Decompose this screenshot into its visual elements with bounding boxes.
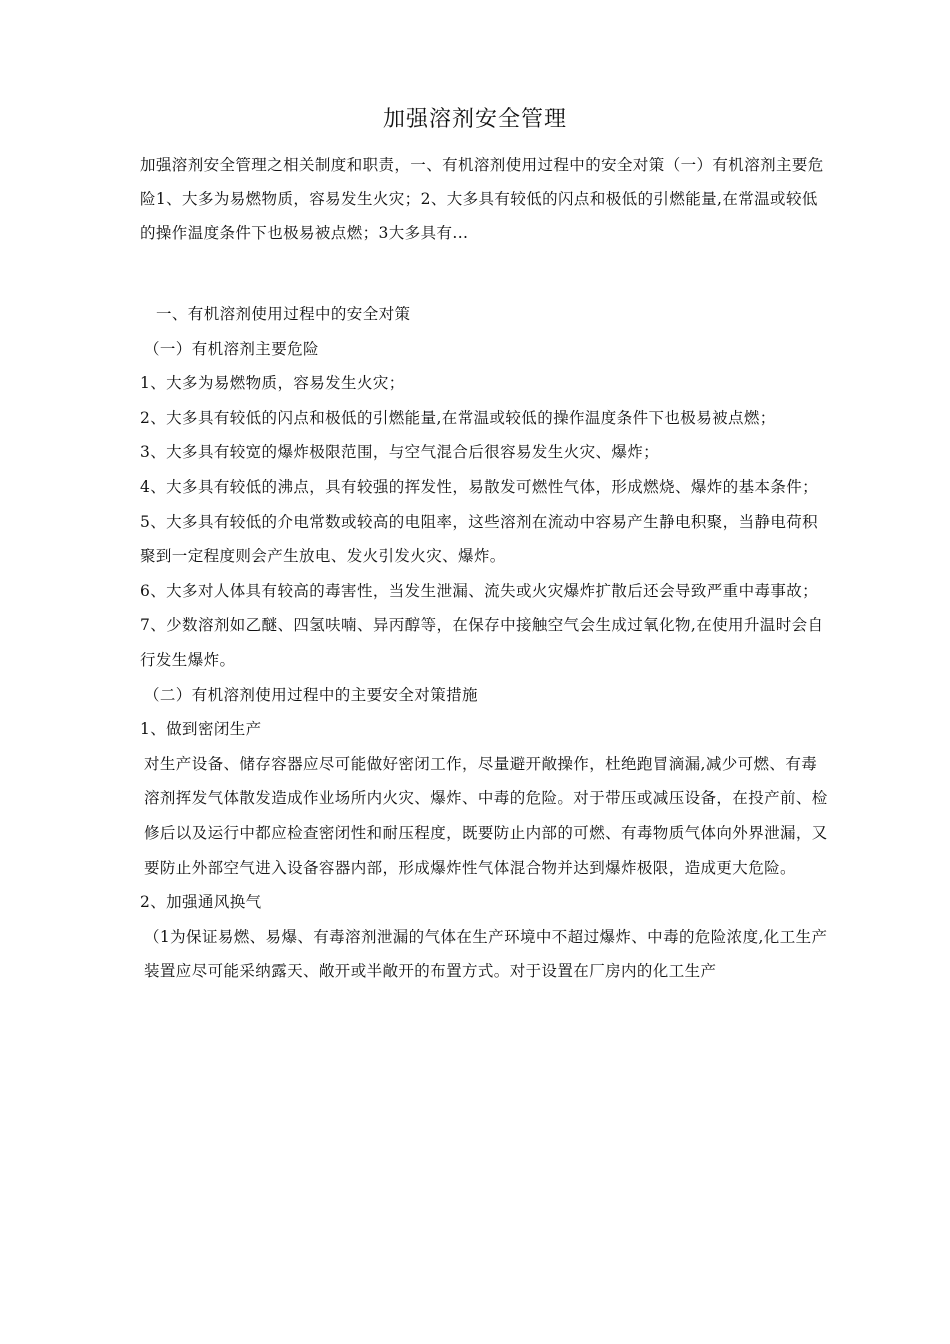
subsection-heading: （二）有机溶剂使用过程中的主要安全对策措施 [144,685,478,704]
document-body [136,297,830,989]
document-summary: 加强溶剂安全管理之相关制度和职责，一、有机溶剂使用过程中的安全对策（一）有机溶剂主要危险1、大多为易燃物质，容易发生火灾；2、大多具有较低的闪点和极低的引燃能量,在常温或较低的操作温度条件下也极易被点燃；3大多具有... [140,156,824,242]
measure-heading: 1、做到密闭生产 [140,720,262,739]
list-item: 2、大多具有较低的闪点和极低的引燃能量,在常温或较低的操作温度条件下也极易被点燃； [140,408,776,427]
body-paragraph: 对生产设备、储存容器应尽可能做好密闭工作，尽量避开敞操作，杜绝跑冒滴漏,减少可燃、有毒溶剂挥发气体散发造成作业场所内火灾、爆炸、中毒的危险。对于带压或减压设备，在投产前、检修后以及运行中都应检查密闭性和耐压程度，既要防止内部的可燃、有毒物质气体向外界泄漏，又要防止外部空气进入设备容器内部，形成爆炸性气体混合物并达到爆炸极限，造成更大危险。 [144,754,828,877]
section-heading: 一、有机溶剂使用过程中的安全对策 [156,305,411,323]
document-title: 加强溶剂安全管理 [382,107,567,132]
subsection-heading: （一）有机溶剂主要危险 [144,339,319,358]
measure-heading: 2、加强通风换气 [140,893,262,912]
list-item: 7、少数溶剂如乙醚、四氢呋喃、异丙醇等，在保存中接触空气会生成过氧化物,在使用升温时会自行发生爆炸。 [140,616,824,669]
list-item: 3、大多具有较宽的爆炸极限范围，与空气混合后很容易发生火灾、爆炸； [140,443,660,462]
list-item: 6、大多对人体具有较高的毒害性，当发生泄漏、流失或火灾爆炸扩散后还会导致严重中毒事故； [140,581,819,600]
body-paragraph: （1为保证易燃、易爆、有毒溶剂泄漏的气体在生产环境中不超过爆炸、中毒的危险浓度,化工生产装置应尽可能采纳露天、敞开或半敞开的布置方式。对于设置在厂房内的化工生产 [144,927,828,981]
list-item: 4、大多具有较低的沸点，具有较强的挥发性，易散发可燃性气体，形成燃烧、爆炸的基本条件； [140,477,819,496]
list-item: 5、大多具有较低的介电常数或较高的电阻率，这些溶剂在流动中容易产生静电积聚，当静电荷积聚到一定程度则会产生放电、发火引发火灾、爆炸。 [140,512,819,566]
list-item: 1、大多为易燃物质，容易发生火灾； [140,374,405,393]
